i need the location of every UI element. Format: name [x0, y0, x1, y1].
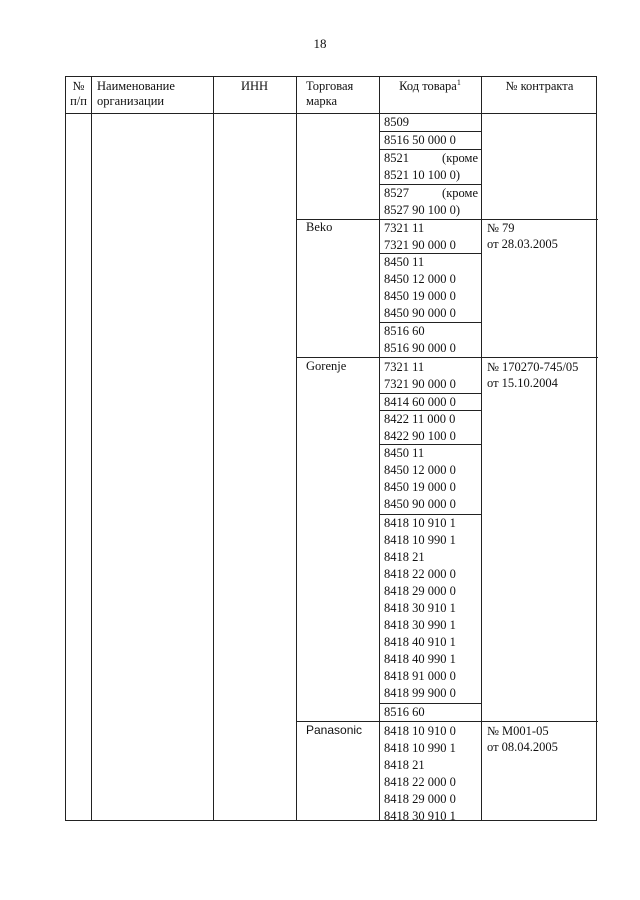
product-code: 8527 (кроме	[384, 186, 478, 200]
product-code: 8418 30 910 1	[384, 601, 456, 615]
code-group	[384, 185, 478, 219]
product-code: 8418 10 990 1	[384, 741, 456, 755]
brand-name: Gorenje	[306, 359, 347, 373]
product-code: 8516 90 000 0	[384, 341, 456, 355]
product-code: 8418 30 990 1	[384, 618, 456, 632]
product-code: 7321 11	[384, 360, 425, 374]
product-code: 8450 19 000 0	[384, 480, 456, 494]
code-group	[384, 411, 478, 445]
code-group	[384, 114, 478, 131]
product-code: 8418 22 000 0	[384, 567, 456, 581]
products-table	[65, 76, 597, 821]
product-code: 8418 21	[384, 550, 425, 564]
product-code: 8516 60	[384, 324, 425, 338]
column-divider	[481, 77, 482, 820]
product-code: 8422 11 000 0	[384, 412, 456, 426]
product-code: 8418 29 000 0	[384, 584, 456, 598]
header-divider	[66, 113, 596, 114]
contract-number: № 79	[487, 221, 515, 235]
code-group	[384, 359, 478, 393]
column-divider	[379, 77, 380, 820]
product-code: 8450 90 000 0	[384, 497, 456, 511]
column-divider	[91, 77, 92, 820]
contract-date: от 08.04.2005	[487, 740, 558, 754]
header-product-code: Код товара$^1$	[399, 77, 461, 93]
contract-number: № 170270-745/05	[487, 360, 579, 374]
contract-date: от 15.10.2004	[487, 376, 558, 390]
product-code: 8418 10 910 0	[384, 724, 456, 738]
column-divider	[213, 77, 214, 820]
code-group	[384, 220, 478, 254]
product-code: 8509	[384, 115, 409, 129]
product-code: 8418 10 990 1	[384, 533, 456, 547]
product-code: 8450 12 000 0	[384, 272, 456, 286]
column-divider	[296, 77, 297, 820]
product-code: 8418 30 910 1	[384, 809, 456, 823]
brand-name: Panasonic	[306, 723, 363, 737]
product-code: 8450 11	[384, 446, 425, 460]
contract-info	[487, 723, 558, 755]
header-inn: ИНН	[240, 79, 269, 93]
contract-date: от 28.03.2005	[487, 237, 558, 251]
product-code: 8521 (кроме	[384, 151, 478, 165]
product-code: 8450 12 000 0	[384, 463, 456, 477]
code-group	[384, 254, 478, 322]
header-brand: Торговая марка	[306, 79, 354, 108]
product-code: 8418 99 900 0	[384, 686, 456, 700]
code-group	[384, 132, 478, 149]
product-code: 8422 90 100 0	[384, 429, 456, 443]
product-code: 7321 90 000 0	[384, 377, 456, 391]
page-number: 18	[313, 36, 327, 51]
product-code: 8418 40 910 1	[384, 635, 456, 649]
brand-name: Beko	[306, 220, 333, 234]
product-code: 8527 90 100 0)	[384, 203, 461, 217]
product-code: 8418 21	[384, 758, 425, 772]
header-number: № п/п	[70, 79, 87, 108]
contract-info	[487, 220, 558, 252]
product-code: 8418 40 990 1	[384, 652, 456, 666]
product-code: 7321 90 000 0	[384, 238, 456, 252]
contract-info	[487, 359, 578, 391]
product-code: 8418 22 000 0	[384, 775, 456, 789]
product-code: 8450 11	[384, 255, 425, 269]
code-group	[384, 704, 478, 721]
product-code: 7321 11	[384, 221, 425, 235]
header-contract: № контракта	[505, 79, 574, 93]
footnote-marker: 1	[456, 77, 461, 87]
contract-number: № М001-05	[487, 724, 549, 738]
product-code: 8414 60 000 0	[384, 395, 456, 409]
product-code: 8418 29 000 0	[384, 792, 456, 806]
product-code: 8418 10 910 1	[384, 516, 456, 530]
code-group	[384, 445, 478, 513]
product-code: 8521 10 100 0)	[384, 168, 461, 182]
product-code: 8516 50 000 0	[384, 133, 456, 147]
product-code: 8418 91 000 0	[384, 669, 456, 683]
code-group	[384, 323, 478, 357]
code-group	[384, 723, 478, 825]
header-organization: Наименование организации	[97, 79, 175, 108]
code-group	[384, 515, 478, 702]
product-code: 8450 90 000 0	[384, 306, 456, 320]
product-code: 8450 19 000 0	[384, 289, 456, 303]
product-code: 8516 60	[384, 705, 425, 719]
code-group	[384, 394, 478, 411]
code-group	[384, 150, 478, 184]
